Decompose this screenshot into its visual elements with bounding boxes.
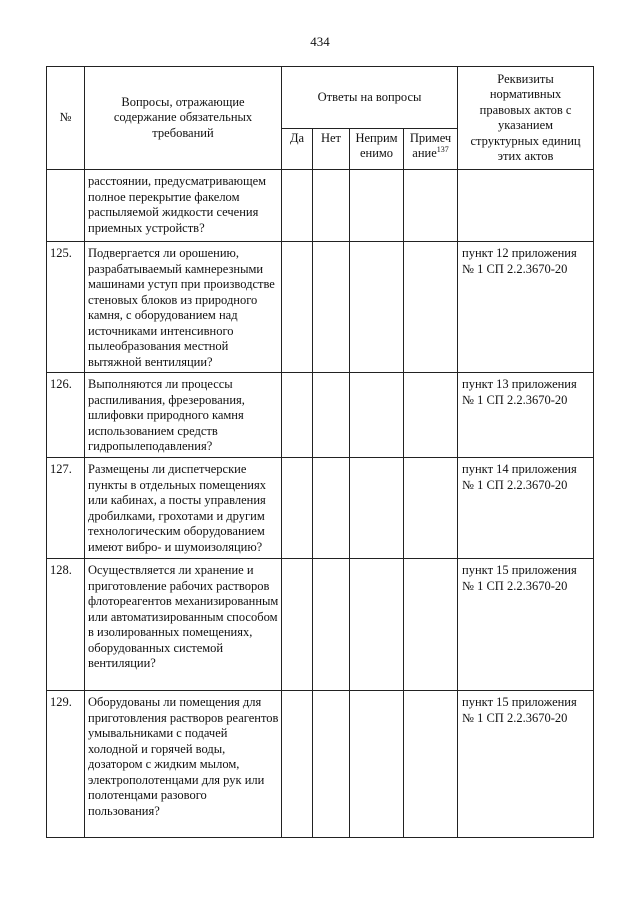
answer-no-cell[interactable] xyxy=(313,373,350,458)
answer-note-cell[interactable] xyxy=(404,458,458,559)
row-question: Оборудованы ли помещения для приготовления растворов реагентов умывальниками с подачей холодной и горячей воды, дозатором с жидким мылом, электрополотенцами для рук или полотенцами разового пользования? xyxy=(85,691,282,838)
row-number: 129. xyxy=(47,691,85,838)
row-requisite xyxy=(458,170,594,242)
requirements-table xyxy=(46,66,594,838)
row-requisite: пункт 15 приложения № 1 СП 2.2.3670-20 xyxy=(458,559,594,691)
row-requisite: пункт 15 приложения № 1 СП 2.2.3670-20 xyxy=(458,691,594,838)
answer-yes-cell[interactable] xyxy=(282,559,313,691)
answer-yes-cell[interactable] xyxy=(282,691,313,838)
answer-na-cell[interactable] xyxy=(350,458,404,559)
row-requisite: пункт 14 приложения № 1 СП 2.2.3670-20 xyxy=(458,458,594,559)
header-answers: Ответы на вопросы xyxy=(282,67,458,129)
header-note: Примеч ание$^{137}$ xyxy=(404,129,458,170)
answer-na-cell[interactable] xyxy=(350,691,404,838)
row-number: 128. xyxy=(47,559,85,691)
row-number: 127. xyxy=(47,458,85,559)
row-question: расстоянии, предусматривающем полное перекрытие факелом распыляемой жидкости сечения приемных устройств? xyxy=(85,170,282,242)
answer-note-cell[interactable] xyxy=(404,691,458,838)
answer-no-cell[interactable] xyxy=(313,170,350,242)
answer-no-cell[interactable] xyxy=(313,242,350,373)
footnote-marker: 137 xyxy=(436,144,449,154)
row-question: Выполняются ли процессы распиливания, фрезерования, шлифовки природного камня использованием средств гидропылеподавления? xyxy=(85,373,282,458)
table-row xyxy=(47,170,594,242)
table-row xyxy=(47,691,594,838)
header-requisites: Реквизиты нормативных правовых актов с указанием структурных единиц этих актов xyxy=(458,67,594,170)
table-row xyxy=(47,242,594,373)
answer-no-cell[interactable] xyxy=(313,458,350,559)
answer-na-cell[interactable] xyxy=(350,373,404,458)
answer-na-cell[interactable] xyxy=(350,170,404,242)
row-requisite: пункт 13 приложения № 1 СП 2.2.3670-20 xyxy=(458,373,594,458)
row-number: 126. xyxy=(47,373,85,458)
answer-no-cell[interactable] xyxy=(313,691,350,838)
answer-yes-cell[interactable] xyxy=(282,373,313,458)
row-number xyxy=(47,170,85,242)
header-question: Вопросы, отражающие содержание обязательных требований xyxy=(85,67,282,170)
header-no-answer: Нет xyxy=(313,129,350,170)
answer-note-cell[interactable] xyxy=(404,373,458,458)
row-question: Подвергается ли орошению, разрабатываемый камнерезными машинами уступ при производстве стеновых блоков из природного камня, с оборудованием над источниками интенсивного пылеобразования местной вытяжной вентиляции? xyxy=(85,242,282,373)
header-yes: Да xyxy=(282,129,313,170)
answer-note-cell[interactable] xyxy=(404,170,458,242)
row-requisite: пункт 12 приложения № 1 СП 2.2.3670-20 xyxy=(458,242,594,373)
row-question: Осуществляется ли хранение и приготовление рабочих растворов флотореагентов механизированным или автоматизированным способом в изолированных помещениях, оборудованных системой вентиляции? xyxy=(85,559,282,691)
answer-yes-cell[interactable] xyxy=(282,242,313,373)
table-row xyxy=(47,559,594,691)
answer-na-cell[interactable] xyxy=(350,559,404,691)
row-question: Размещены ли диспетчерские пункты в отдельных помещениях или кабинах, а посты управления дробилками, грохотами и другим технологическим оборудованием имеют вибро- и шумоизоляцию? xyxy=(85,458,282,559)
table-row xyxy=(47,373,594,458)
answer-na-cell[interactable] xyxy=(350,242,404,373)
row-number: 125. xyxy=(47,242,85,373)
header-number: № xyxy=(47,67,85,170)
table-row xyxy=(47,458,594,559)
answer-no-cell[interactable] xyxy=(313,559,350,691)
answer-note-cell[interactable] xyxy=(404,242,458,373)
header-not-applicable: Неприм енимо xyxy=(350,129,404,170)
page-number: 434 xyxy=(310,34,330,49)
answer-yes-cell[interactable] xyxy=(282,458,313,559)
answer-note-cell[interactable] xyxy=(404,559,458,691)
answer-yes-cell[interactable] xyxy=(282,170,313,242)
